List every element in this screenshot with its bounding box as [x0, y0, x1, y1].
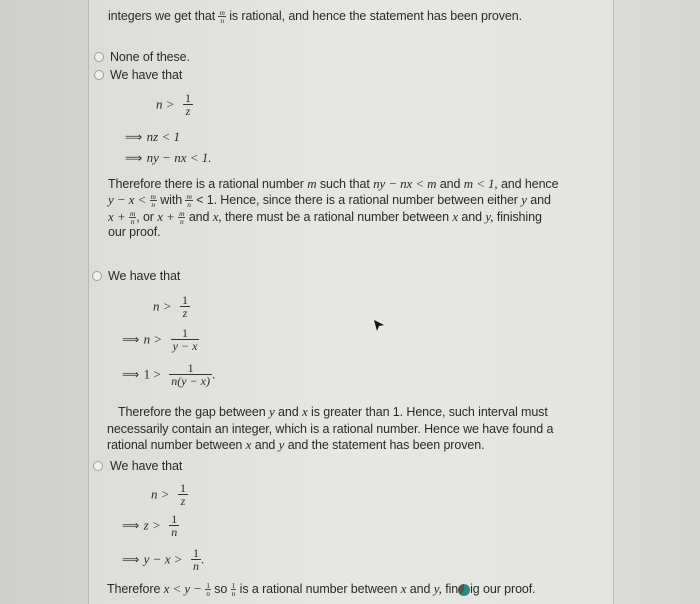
option-d-eq1: n > $\frac{1}{z}$ — [151, 481, 186, 508]
previous-option-tail: integers we get that $\frac{m}{n}$ is rational, and hence the statement has been proven. — [108, 8, 523, 26]
option-c-eq2: ⟹ n > $\frac{1}{y - x}$ — [122, 326, 198, 353]
loading-spinner-icon — [458, 584, 470, 596]
option-c-para-line1: Therefore the gap between y and x is greater than 1. Hence, such interval must — [118, 404, 548, 419]
option-b-para-line4: our proof. — [108, 225, 161, 239]
option-c-eq1: n > $\frac{1}{z}$ — [153, 293, 188, 320]
option-d-eq3: ⟹ y − x > $\frac{1}{n}$ . — [122, 546, 205, 573]
option-b-intro: We have that — [110, 68, 183, 82]
option-c-para-line2: necessarily contain an integer, which is a rational number. Hence we have found a — [107, 422, 554, 436]
option-c-para-line3: rational number between x and y and the statement has been proven. — [107, 437, 485, 452]
option-c-intro: We have that — [108, 269, 181, 283]
option-b-eq1: n > $\frac{1}{z}$ — [156, 91, 191, 118]
radio-option-b[interactable] — [94, 70, 104, 80]
option-b-eq3: ⟹ ny − nx < 1. — [125, 150, 212, 165]
mouse-pointer-icon — [373, 319, 385, 333]
option-none-label: None of these. — [110, 50, 190, 64]
radio-option-d[interactable] — [93, 461, 103, 471]
fraction-m-over-n: $\frac{m}{n}$ — [219, 8, 225, 26]
option-b-para-line1: Therefore there is a rational number m such that ny − nx < m and m < 1, and hence — [108, 176, 559, 191]
option-b-eq2: ⟹ nz < 1 — [125, 129, 180, 144]
radio-option-c[interactable] — [92, 271, 102, 281]
option-d-eq2: ⟹ z > $\frac{1}{n}$ — [122, 512, 178, 539]
option-b-para-line3: x + $\frac{m}{n}$ , or x + $\frac{m}{n}$ and x, there must be a rational number between x and y, finishing — [108, 209, 542, 227]
option-d-conclusion: Therefore x < y − $\frac{1}{n}$ so $\frac{1}{n}$ is a rational number between x and y, fin ig our proof. — [107, 581, 536, 599]
radio-none-of-these[interactable] — [94, 52, 104, 62]
option-b-para-line2: y − x < $\frac{m}{n}$ with $\frac{m}{n}$ < 1. Hence, since there is a rational number between either y and — [108, 192, 551, 210]
option-c-eq3: ⟹ 1 > $\frac{1}{n(y - x)}$ . — [122, 361, 216, 388]
option-d-intro: We have that — [110, 459, 183, 473]
